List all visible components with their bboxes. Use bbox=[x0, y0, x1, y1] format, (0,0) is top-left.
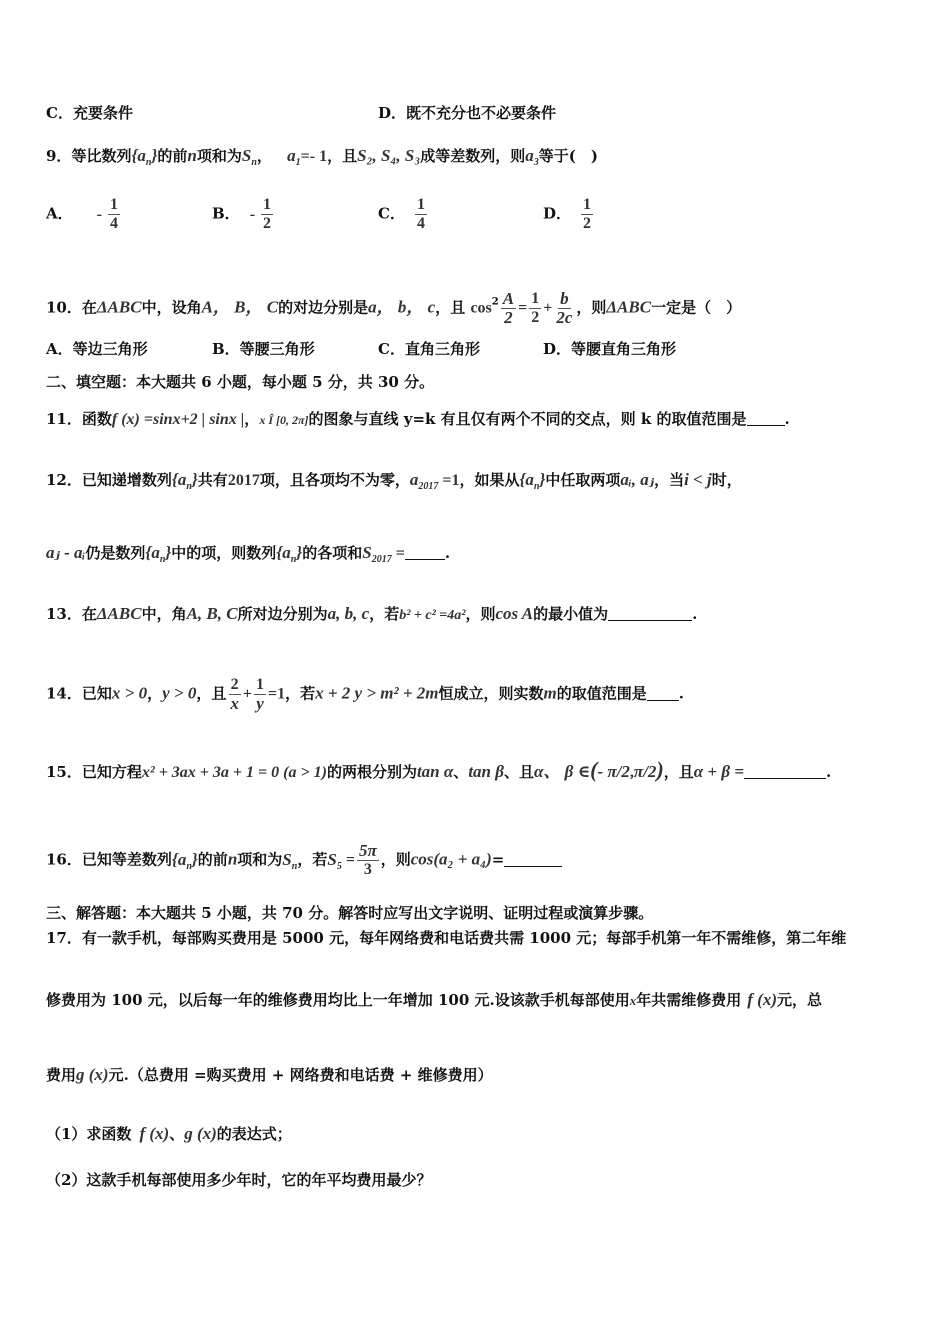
question-12-line-2: aⱼ - aᵢ仍是数列$\{a_n\}$中的项，则数列$\{a_n\}$的各项和$S_{2017}$ = . bbox=[46, 543, 451, 565]
q9-option-d: D． $\frac{1}{2}$ bbox=[543, 196, 592, 232]
question-17-line-1: 17．有一款手机，每部购买费用是 5000 元，每年网络费和电话费共需 1000 元；每部手机第一年不需维修，第二年维 bbox=[46, 929, 847, 947]
question-17-part-1: （1）求函数 f (x)、g (x)的表达式； bbox=[46, 1124, 292, 1143]
q10-option-c: C．直角三角形 bbox=[378, 340, 480, 358]
q9-option-b: B． - $\frac{1}{2}$ bbox=[212, 196, 272, 232]
question-12-line-1: 12．已知递增数列$\{a_n\}$共有2017项，且各项均不为零，$a_{2017} =1$，如果从$\{a_n\}$中任取两项aᵢ, aⱼ，当i < j时， bbox=[46, 470, 742, 492]
q8-option-c: C．充要条件 bbox=[46, 104, 133, 122]
section-2-heading: 二、填空题：本大题共 6 小题，每小题 5 分，共 30 分。 bbox=[46, 373, 435, 391]
question-9: 9．等比数列$\{a_n\}$的前n项和为$S_n$， $a_1=-$ 1，且S₂, S₄, S₃成等差数列，则$a_3$等于( ) bbox=[46, 146, 598, 168]
question-17-line-3: 费用g (x)元.（总费用 =购买费用 + 网络费和电话费 + 维修费用） bbox=[46, 1065, 493, 1084]
question-17-line-2: 修费用为 100 元，以后每一年的维修费用均比上一年增加 100 元.设该款手机每部使用x年共需维修费用 f (x)元，总 bbox=[46, 990, 823, 1009]
question-16: 16．已知等差数列$\{a_n\}$的前n项和为$S_n$，若$S_5$ = $\frac{5\pi}{3}$ ，则cos(a₂ + a₄)= bbox=[46, 842, 562, 879]
section-3-heading: 三、解答题：本大题共 5 小题，共 70 分。解答时应写出文字说明、证明过程或演算步骤。 bbox=[46, 904, 654, 922]
question-17-part-2: （2）这款手机每部使用多少年时，它的年平均费用最少？ bbox=[46, 1171, 432, 1189]
question-11: 11．函数f (x) =sinx+2 | sinx |，x Î [0, 2π]的图象与直线 y=k 有且仅有两个不同的交点，则 k 的取值范围是 . bbox=[46, 410, 790, 428]
q10-option-a: A．等边三角形 bbox=[46, 340, 148, 358]
q9-option-a: A． - $\frac{1}{4}$ bbox=[46, 196, 118, 232]
q9-option-c: C． $\frac{1}{4}$ bbox=[378, 196, 425, 232]
q10-option-d: D．等腰直角三角形 bbox=[543, 340, 677, 358]
question-14: 14．已知x > 0，y > 0，且 $\frac{2}{x}$ + $\frac{1}{y}$ =1，若x + 2 y > m² + 2m恒成立，则实数m的取值范围是 . bbox=[46, 676, 685, 713]
question-10: 10．在ΔABC中，设角A， B， C的对边分别是a， b， c，且 $\cos^2$ $\frac{A}{2}$ = $\frac{1}{2}$ + $\frac{b}{2c}$ ，则ΔABC一定是（ ） bbox=[46, 289, 742, 327]
q8-option-d: D．既不充分也不必要条件 bbox=[378, 104, 557, 122]
question-13: 13．在ΔABC中，角A, B, C所对边分别为a, b, c，若b² + c² =4a²，则cos A的最小值为 . bbox=[46, 604, 698, 623]
q10-option-b: B．等腰三角形 bbox=[212, 340, 315, 358]
question-15: 15．已知方程x² + 3ax + 3a + 1 = 0 (a > 1)的两根分别为tan α、tan β、且α、 β ∈(- π/2,π/2)，且α + β = . bbox=[46, 757, 832, 782]
